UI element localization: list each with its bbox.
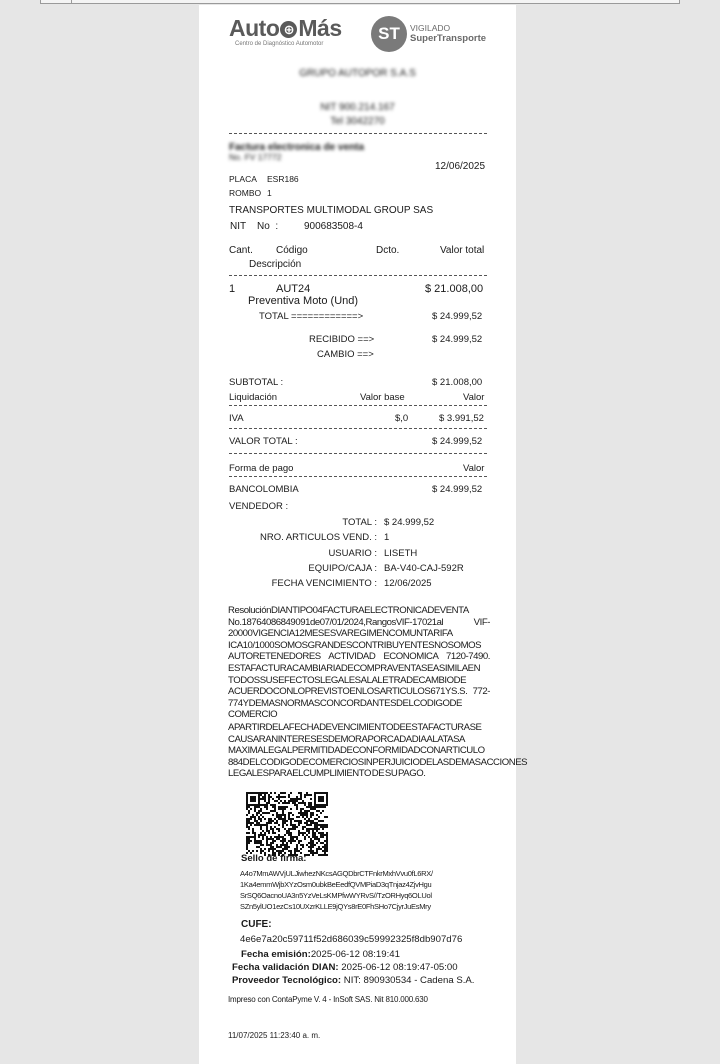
detail-equipo-label: EQUIPO/CAJA : xyxy=(308,563,377,574)
interest-text: APARTIRDELAFECHADEVENCIMIENTODEESTAFACTURASE CAUSARANINTERESESDEMORAPORCADADIAALATASA MAXIMALEGALPERMITIDADECONFORMIDADCONARTICULO 884DELCODIGODECOMERCIOSINPERJUICIODELASDEMASACCIONES LEGALESPARAELCUMPLIMIENTO DE SU PAGO. xyxy=(228,722,528,780)
valor-total-label: VALOR TOTAL : xyxy=(229,436,298,447)
automas-logo: Auto ⊕ Más xyxy=(229,15,342,41)
detail-articulos-value: 1 xyxy=(384,532,390,543)
vendedor-label: VENDEDOR : xyxy=(229,501,289,512)
placa-label: PLACA xyxy=(229,174,257,184)
detail-equipo-value: BA-V40-CAJ-592R xyxy=(384,563,464,574)
detail-articulos-label: NRO. ARTICULOS VEND. : xyxy=(259,532,377,543)
valor-base-header: Valor base xyxy=(360,392,405,403)
client-name: TRANSPORTES MULTIMODAL GROUP SAS xyxy=(229,205,434,216)
valor-header: Valor xyxy=(463,392,485,403)
supertransporte-label: SuperTransporte xyxy=(410,33,487,44)
qr-code xyxy=(246,792,328,856)
fecha-validacion: Fecha validación DIAN: 2025-06-12 08:19:47-05:00 xyxy=(232,962,458,973)
placa-value: ESR186 xyxy=(267,174,299,184)
col-dcto: Dcto. xyxy=(376,245,400,256)
separator xyxy=(229,428,487,429)
cambio-label: CAMBIO ==> xyxy=(317,349,374,360)
resolution-text: ResoluciónDIANTIPO04FACTURAELECTRONICADEVENTA No.18764086849091de07/01/2024,RangosVIF-17021al VIF-20000VIGENCIA12MESESVAREGIMENCOMUNTARIFA ICA10/1000SOMOSGRANDESCONTRIBUYENTESNOSOMOS AUTORETENEDORES ACTIVIDAD ECONOMICA 7120-7490. ESTAFACTURACAMBIARIADECOMPRAVENTASEASIMILAEN TODOSSUSEFECTOSLEGALESALALETRADECAMBIODE ACUERDOCONLOPREVISTOENLOSARTICULOS671YS.S. 772-774YDEMASNORMASCONCORDANTESDELCODIGODE COMERCIO xyxy=(228,605,490,721)
client-nit-value: 900683508-4 xyxy=(304,221,363,232)
bank-amount: $ 24.999,52 xyxy=(432,484,483,495)
bank-name: BANCOLOMBIA xyxy=(229,484,299,495)
rombo-value: 1 xyxy=(267,188,272,198)
valor-total-value: $ 24.999,52 xyxy=(432,436,483,447)
rombo-label: ROMBO xyxy=(229,188,262,198)
receipt-paper xyxy=(199,5,528,1064)
separator xyxy=(229,453,487,454)
forma-pago-valor-header: Valor xyxy=(463,463,485,474)
separator xyxy=(229,405,487,406)
cufe-value: 4e6e7a20c59711f52d686039c59992325f8db907d76 xyxy=(240,934,463,945)
software-credit: Impreso con ContaPyme V. 4 - InSoft SAS. Nit 810.000.630 xyxy=(228,995,428,1004)
col-valor-total: Valor total xyxy=(440,245,485,256)
sello-line: SrSQ6OacnoUA3n5YzVeLsKMPfwWYRvS//TzORHyq6OLUol xyxy=(240,891,432,900)
client-nit-label: NIT No : xyxy=(230,221,279,232)
col-descripcion: Descripción xyxy=(249,259,302,270)
separator xyxy=(229,476,487,477)
col-cant: Cant. xyxy=(229,245,253,256)
vigilado-label: VIGILADO xyxy=(410,23,451,33)
col-codigo: Código xyxy=(276,245,308,256)
recibido-label: RECIBIDO ==> xyxy=(309,334,375,345)
detail-usuario-label: USUARIO : xyxy=(328,548,377,559)
item-amount: $ 21.008,00 xyxy=(425,283,484,295)
detail-vencimiento-label: FECHA VENCIMIENTO : xyxy=(271,578,377,589)
detail-total-value: $ 24.999,52 xyxy=(384,517,435,528)
print-timestamp: 11/07/2025 11:23:40 a. m. xyxy=(228,1031,321,1040)
sello-label: Sello de firma: xyxy=(241,853,307,864)
sello-line: SZn5ylUO1ezCs10UXzrKLLE9jQYs8rE0FhSHo7CjyrJuEsMry xyxy=(240,902,431,911)
total-arrow-label: TOTAL ============> xyxy=(259,311,364,322)
iva-label: IVA xyxy=(229,413,244,424)
detail-vencimiento-value: 12/06/2025 xyxy=(384,578,432,589)
subtotal-value: $ 21.008,00 xyxy=(432,377,483,388)
supertransporte-logo-icon: ST xyxy=(371,16,407,52)
total-arrow-value: $ 24.999,52 xyxy=(432,311,483,322)
separator xyxy=(229,133,487,134)
proveedor-tecnologico: Proveedor Tecnológico: NIT: 890930534 - Cadena S.A. xyxy=(232,975,475,986)
iva-value: $ 3.991,52 xyxy=(439,413,484,424)
sello-line: 1Ka4emmWjbXYzOsm0ubkBeEedfQVMPiaD3qTnjaz4ZjvHgu xyxy=(240,880,432,889)
logo-subtitle: Centro de Diagnóstico Automotor xyxy=(235,41,324,47)
item-description: Preventiva Moto (Und) xyxy=(248,295,359,307)
company-name: GRUPO AUTOPOR S.A.S xyxy=(299,68,416,79)
item-code: AUT24 xyxy=(276,283,311,295)
separator xyxy=(229,275,487,276)
document-type: Factura electronica de venta xyxy=(229,142,365,153)
liquidacion-label: Liquidación xyxy=(229,392,278,403)
company-nit: NIT 900.214.167 xyxy=(320,102,395,113)
document-number: No. FV 17772 xyxy=(229,152,282,162)
sello-line: A4o7MmAWVjULJiwhezNKcsAGQDbrCTFnkrMxhVvu0fL6RX/ xyxy=(240,869,433,878)
cufe-label: CUFE: xyxy=(241,919,272,930)
iva-base: $,0 xyxy=(395,413,409,424)
document-date: 12/06/2025 xyxy=(435,161,486,172)
subtotal-label: SUBTOTAL : xyxy=(229,377,284,388)
recibido-value: $ 24.999,52 xyxy=(432,334,483,345)
detail-total-label: TOTAL : xyxy=(342,517,377,528)
company-phone: Tel 3042270 xyxy=(330,116,385,127)
fecha-emision: Fecha emisión:2025-06-12 08:19:41 xyxy=(241,949,400,960)
window-top-edge xyxy=(40,0,680,4)
item-qty: 1 xyxy=(229,283,236,295)
detail-usuario-value: LISETH xyxy=(384,548,418,559)
forma-pago-label: Forma de pago xyxy=(229,463,294,474)
